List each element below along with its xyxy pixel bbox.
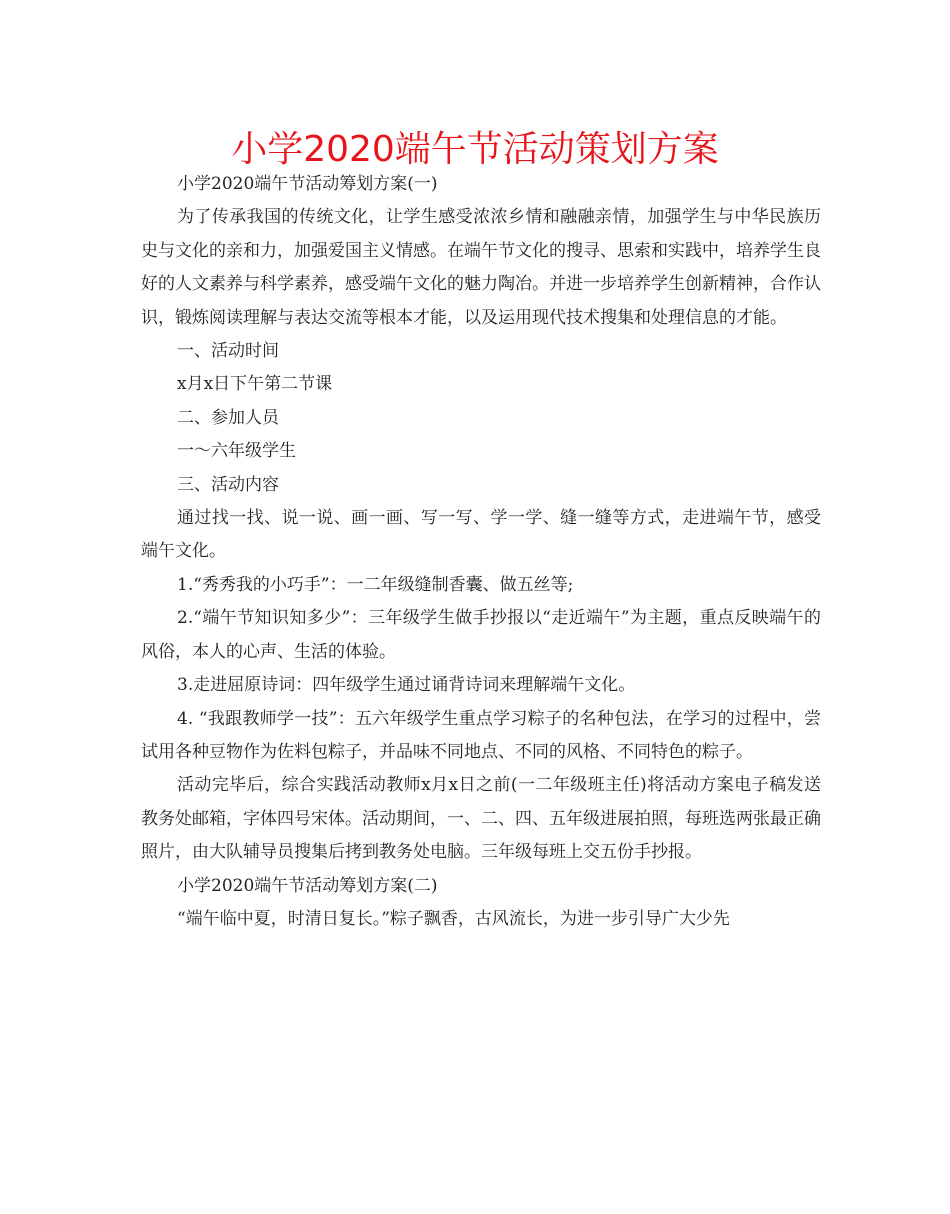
section-2-intro: “端午临中夏，时清日复长。”粽子飘香，古风流长，为进一步引导广大少先 [177, 908, 730, 929]
activity-item-4: 4. “我跟教师学一技”：五六年级学生重点学习粽子的名种包法，在学习的过程中，尝试用各种豆物作为佐料包粽子，并品味不同地点、不同的风格、不同特色的粽子。 [141, 708, 821, 762]
activity-wrapup-paragraph: 活动完毕后，综合实践活动教师x月x日之前(一二年级班主任)将活动方案电子稿发送教务处邮箱，字体四号宋体。活动期间，一、二、四、五年级进展拍照，每班选两张最正确照片，由大队辅导员搜集后拷到教务处电脑。三年级每班上交五份手抄报。 [141, 775, 821, 863]
document-body [141, 168, 821, 936]
section-heading-1: 小学2020端午节活动筹划方案(一) [177, 174, 438, 194]
section-heading-2: 小学2020端午节活动筹划方案(二) [177, 875, 438, 896]
activity-content-intro: 通过找一找、说一说、画一画、写一写、学一学、缝一缝等方式，走进端午节，感受端午文化。 [141, 508, 821, 562]
heading-participants: 二、参加人员 [177, 407, 279, 428]
document-title: 小学2020端午节活动策划方案 [231, 129, 719, 170]
participants-value: 一～六年级学生 [177, 441, 296, 462]
heading-activity-content: 三、活动内容 [177, 474, 279, 495]
intro-paragraph: 为了传承我国的传统文化，让学生感受浓浓乡情和融融亲情，加强学生与中华民族历史与文化的亲和力，加强爱国主义情感。在端午节文化的搜寻、思索和实践中，培养学生良好的人文素养与科学素养，感受端午文化的魅力陶冶。并进一步培养学生创新精神，合作认识，锻炼阅读理解与表达交流等根本才能，以及运用现代技术搜集和处理信息的才能。 [141, 207, 821, 328]
activity-item-1: 1.“秀秀我的小巧手”：一二年级缝制香囊、做五丝等; [177, 574, 574, 595]
activity-item-2: 2.“端午节知识知多少”：三年级学生做手抄报以“走近端午”为主题，重点反映端午的风俗，本人的心声、生活的体验。 [141, 608, 821, 662]
activity-item-3: 3.走进屈原诗词：四年级学生通过诵背诗词来理解端午文化。 [177, 675, 636, 696]
heading-activity-time: 一、活动时间 [177, 341, 279, 362]
activity-time-value: x月x日下午第二节课 [177, 374, 333, 395]
